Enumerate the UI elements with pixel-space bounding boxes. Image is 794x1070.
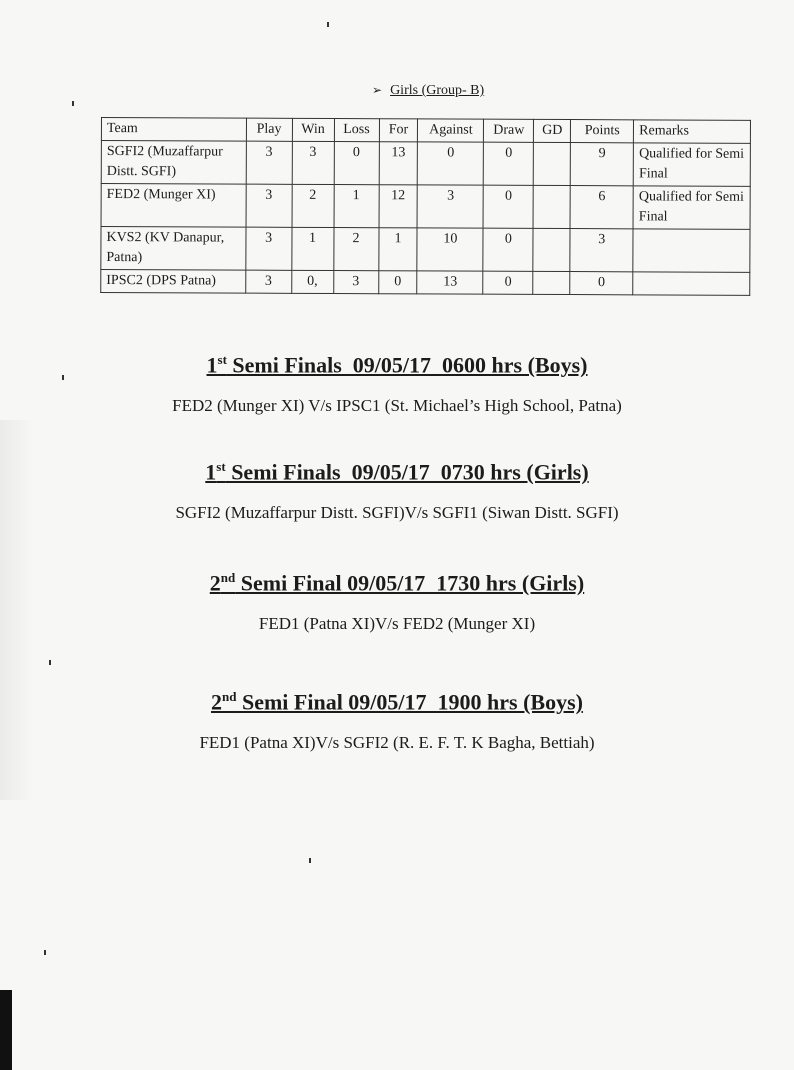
team-cell: FED2 (Munger XI)	[101, 184, 246, 228]
points-cell: 6	[570, 186, 633, 229]
loss-cell: 3	[333, 271, 378, 294]
play-cell: 3	[245, 270, 291, 293]
column-header-play: Play	[246, 118, 292, 141]
remarks-cell: Qualified for Semi Final	[633, 143, 750, 187]
remarks-cell	[633, 229, 750, 273]
remarks-cell: Qualified for Semi Final	[633, 186, 750, 230]
match-title	[205, 459, 588, 485]
column-header-draw: Draw	[484, 119, 534, 142]
draw-cell: 0	[483, 271, 533, 294]
table-row	[101, 227, 750, 273]
match-ordinal: 2	[209, 570, 221, 596]
standings-table	[100, 117, 751, 296]
match-title-text: Semi Finals 09/05/17 0600 hrs (Boys)	[226, 352, 588, 378]
match-ordinal-suffix: nd	[222, 689, 237, 704]
points-cell: 0	[570, 272, 633, 295]
play-cell: 3	[246, 141, 292, 184]
match-teams: FED1 (Patna XI)V/s SGFI2 (R. E. F. T. K Bagha, Bettiah)	[199, 733, 595, 753]
against-cell: 0	[418, 142, 484, 185]
team-cell: SGFI2 (Muzaffarpur Distt. SGFI)	[101, 141, 246, 185]
draw-cell: 0	[483, 228, 533, 271]
table-row	[101, 184, 750, 230]
scan-speck	[44, 950, 46, 955]
loss-cell: 2	[333, 228, 378, 271]
match-block	[0, 689, 794, 753]
draw-cell: 0	[484, 142, 534, 185]
table-row	[101, 270, 750, 296]
column-header-team: Team	[101, 118, 246, 142]
table-row	[101, 141, 750, 187]
play-cell: 3	[246, 227, 292, 270]
match-teams: FED2 (Munger XI) V/s IPSC1 (St. Michael’s High School, Patna)	[172, 396, 622, 416]
gd-cell	[533, 185, 570, 228]
match-title-text: Semi Final 09/05/17 1730 hrs (Girls)	[235, 570, 585, 596]
for-cell: 0	[378, 271, 417, 294]
column-header-against: Against	[418, 119, 484, 142]
group-heading	[372, 83, 484, 99]
against-cell: 13	[417, 271, 483, 294]
match-title	[211, 689, 583, 715]
table-header-row	[101, 118, 750, 144]
team-cell: IPSC2 (DPS Patna)	[101, 270, 246, 294]
column-header-loss: Loss	[334, 119, 379, 142]
column-header-for: For	[379, 119, 418, 142]
match-ordinal: 1	[206, 352, 218, 378]
match-block	[0, 570, 794, 634]
column-header-gd: GD	[534, 119, 571, 142]
match-ordinal: 2	[211, 689, 222, 715]
team-cell: KVS2 (KV Danapur, Patna)	[101, 227, 246, 271]
match-title-text: Semi Final 09/05/17 1900 hrs (Boys)	[236, 689, 583, 715]
gd-cell	[533, 271, 570, 294]
scan-speck	[309, 858, 311, 863]
match-title	[210, 570, 584, 596]
scan-corner-mark	[0, 990, 12, 1070]
match-ordinal: 1	[205, 459, 217, 485]
match-title	[207, 352, 588, 378]
for-cell: 1	[378, 228, 417, 271]
column-header-remarks: Remarks	[634, 120, 751, 144]
play-cell: 3	[246, 184, 292, 227]
match-ordinal-suffix: nd	[220, 570, 236, 585]
column-header-points: Points	[571, 120, 634, 143]
group-heading-label: Girls (Group- B)	[390, 83, 485, 98]
arrow-bullet-icon: ➢	[372, 83, 383, 97]
match-block	[0, 459, 794, 523]
match-ordinal-suffix: st	[217, 352, 227, 367]
gd-cell	[533, 228, 570, 271]
for-cell: 13	[379, 142, 418, 185]
draw-cell: 0	[483, 185, 533, 228]
match-ordinal-suffix: st	[216, 459, 226, 474]
column-header-win: Win	[292, 118, 334, 141]
loss-cell: 1	[334, 185, 379, 228]
gd-cell	[534, 142, 571, 185]
against-cell: 10	[417, 228, 483, 271]
scan-speck	[49, 660, 51, 665]
scan-speck	[72, 101, 74, 106]
match-teams: SGFI2 (Muzaffarpur Distt. SGFI)V/s SGFI1 (Siwan Distt. SGFI)	[175, 503, 619, 523]
remarks-cell	[633, 272, 750, 296]
for-cell: 12	[379, 185, 418, 228]
match-block	[0, 352, 794, 416]
win-cell: 2	[292, 184, 334, 227]
against-cell: 3	[417, 185, 483, 228]
loss-cell: 0	[334, 142, 379, 185]
match-teams: FED1 (Patna XI)V/s FED2 (Munger XI)	[258, 614, 536, 634]
scan-speck	[327, 22, 329, 27]
points-cell: 3	[570, 229, 633, 272]
win-cell: 1	[291, 227, 333, 270]
win-cell: 3	[292, 141, 334, 184]
match-title-text: Semi Finals 09/05/17 0730 hrs (Girls)	[225, 459, 589, 485]
points-cell: 9	[571, 143, 634, 186]
win-cell: 0,	[291, 270, 333, 293]
